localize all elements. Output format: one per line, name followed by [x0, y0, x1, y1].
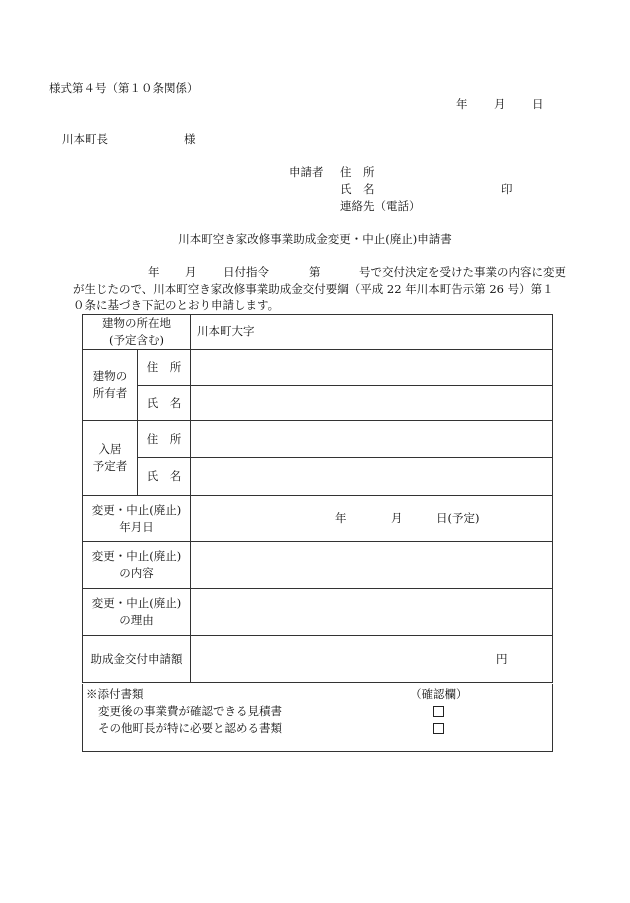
- table-row: [83, 458, 553, 496]
- date-month-label: 月: [494, 97, 506, 111]
- attachment-item: その他町長が特に必要と認める書類: [98, 721, 282, 735]
- owner-name-field[interactable]: [191, 386, 553, 421]
- body-text: [60, 264, 590, 314]
- check-column-heading: （確認欄）: [410, 687, 468, 701]
- body-line1-rest: 号で交付決定を受けた事業の内容に変更: [359, 265, 566, 279]
- attachment-checkbox[interactable]: [433, 723, 444, 734]
- body-line2: が生じたので、川本町空き家改修事業助成金交付要綱（平成 22 年川本町告示第 26 号）第１: [73, 281, 554, 296]
- amount-unit: 円: [496, 652, 508, 666]
- owner-address-field[interactable]: [191, 350, 553, 386]
- resident-label-line1: 入居: [98, 442, 122, 456]
- form-number: 様式第４号（第１０条関係）: [49, 81, 199, 95]
- owner-address-label: 住 所: [138, 350, 191, 386]
- form-title: 川本町空き家改修事業助成金変更・中止(廃止)申請書: [178, 232, 452, 246]
- owner-label: [83, 350, 138, 421]
- table-row: [83, 421, 553, 458]
- body-number-prefix: 第: [309, 265, 321, 279]
- table-row: [83, 315, 553, 350]
- resident-address-field[interactable]: [191, 421, 553, 458]
- body-date-ref: 日付指令: [223, 265, 269, 279]
- recipient-honorific: 様: [184, 132, 196, 146]
- table-row: [83, 496, 553, 542]
- location-label-line1: 建物の所在地: [102, 316, 171, 330]
- table-row: [83, 636, 553, 683]
- change-date-label: [83, 496, 191, 542]
- change-date-label-line1: 変更・中止(廃止): [91, 502, 182, 517]
- change-content-field[interactable]: [191, 542, 553, 589]
- owner-label-line1: 建物の: [92, 369, 128, 383]
- table-row: [83, 589, 553, 636]
- applicant-name-label: 氏 名: [340, 182, 375, 196]
- location-value[interactable]: 川本町大字: [191, 315, 553, 350]
- change-date-field[interactable]: [191, 496, 553, 542]
- table-row: [83, 386, 553, 421]
- resident-label-line2: 予定者: [92, 459, 128, 473]
- date-day-label: 日: [532, 97, 544, 111]
- owner-name-label: 氏 名: [138, 386, 191, 421]
- resident-address-label: 住 所: [138, 421, 191, 458]
- change-date-label-line2: 年月日: [119, 519, 154, 534]
- applicant-address-label: 住 所: [340, 165, 375, 179]
- owner-label-line2: 所有者: [92, 386, 128, 400]
- change-reason-field[interactable]: [191, 589, 553, 636]
- resident-name-label: 氏 名: [138, 458, 191, 496]
- change-date-day: 日(予定): [436, 511, 480, 525]
- body-month: 月: [185, 265, 197, 279]
- location-label-line2: (予定含む): [109, 333, 164, 347]
- resident-name-field[interactable]: [191, 458, 553, 496]
- attachments-heading: ※添付書類: [86, 687, 144, 701]
- table-row: [83, 350, 553, 386]
- applicant-contact-label: 連絡先（電話）: [340, 199, 421, 213]
- attachments-section: [82, 684, 553, 752]
- change-content-label-line2: の内容: [119, 566, 154, 580]
- applicant-label: 申請者: [289, 165, 324, 179]
- resident-label: [83, 421, 138, 496]
- amount-field[interactable]: [191, 636, 553, 683]
- change-date-year: 年: [335, 511, 347, 525]
- table-row: [83, 542, 553, 589]
- change-content-label: [83, 542, 191, 589]
- change-reason-label: [83, 589, 191, 636]
- change-reason-label-line1: 変更・中止(廃止): [91, 596, 182, 610]
- body-year: 年: [148, 265, 160, 279]
- change-date-month: 月: [391, 511, 403, 525]
- attachment-item: 変更後の事業費が確認できる見積書: [98, 704, 282, 718]
- change-content-label-line1: 変更・中止(廃止): [91, 549, 182, 563]
- amount-label: 助成金交付申請額: [83, 636, 191, 683]
- application-table: [82, 314, 553, 683]
- date-year-label: 年: [456, 97, 468, 111]
- seal-mark: 印: [501, 182, 513, 196]
- body-line3: ０条に基づき下記のとおり申請します。: [73, 298, 280, 312]
- location-label: [83, 315, 191, 350]
- recipient-name: 川本町長: [62, 132, 108, 146]
- change-reason-label-line2: の理由: [119, 613, 154, 627]
- attachment-checkbox[interactable]: [433, 706, 444, 717]
